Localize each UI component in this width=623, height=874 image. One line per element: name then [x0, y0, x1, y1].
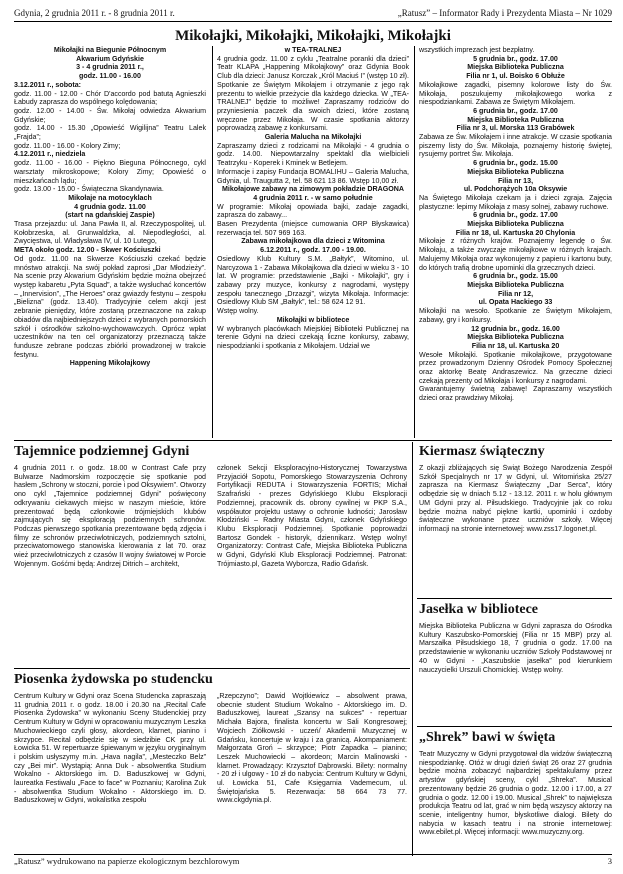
page-footer	[14, 854, 612, 866]
paragraph: Mikołaje z różnych krajów. Poznajemy legendę o Św. Mikołaju, a także zwyczaje mikołajkowe w różnych krajach. Malujemy Mikołaja oraz wykonujemy z papieru i kartonu buty, do których trafią drobne upominki dla grzecznych dzieci.	[419, 237, 612, 272]
paragraph: Mikołajki na wesoło. Spotkanie ze Świętym Mikołajem, zabawy, gry i konkursy.	[419, 307, 612, 324]
running-header	[14, 8, 612, 22]
subheading: 6 grudnia br., godz. 15.00	[473, 159, 558, 168]
subheading: ul. Opata Hackiego 33	[478, 298, 553, 307]
section-kiermasz-text: Z okazji zbliżających się Świąt Bożego Narodzenia Zespół Szkół Specjalnych nr 17 w Gdyni, ul. Witomińska 25/27 zaprasza na Kiermasz Świąteczny „Dar Serca”, który odbędzie się w dniach 5.12 - 13.12. 2011 r. w holu głównym UM Gdyni przy al. Piłsudskiego. Tradycyjnie jak co roku będzie można nabyć piękne kartki, upominki i ozdoby świąteczne wykonane przez uczniów szkoły. Więcej informacji na stronie internetowej: www.zss17.logonet.pl.	[419, 464, 612, 533]
paragraph: godz. 11.00 - 12.00 - Chór D'accordo pod batutą Agnieszki Łabudy zaprasza do wspólnego kolędowania;	[14, 89, 206, 107]
page-number: 3	[607, 856, 612, 866]
paragraph: godz. 11.00 - 16.00 - Kolory Zimy;	[14, 141, 121, 150]
subheading: Filia nr 18, ul. Kartuska 20	[471, 341, 560, 350]
subheading: Filia nr 3, ul. Morska 113 Grabówek	[456, 124, 575, 133]
subheading: Happening Mikołajkowy	[69, 359, 151, 368]
subheading: Mikołajowe zabawy na zimowym pokładzie DRAGONA	[221, 185, 405, 194]
paragraph: godz. 14.00 - 15.30 „Opowieść Wigilijna” Teatru Lalek „Frajda”;	[14, 124, 206, 142]
subheading: Akwarium Gdyńskie	[76, 54, 144, 63]
section-piosenka-col2: „Rzepczyno”; Dawid Wojtkiewicz – absolwent prawa, obecnie student Studium Wokalno - Aktorskiego im. D. Baduszkowej, laureat „Szansy na sukces” - repertuar Michała Bajora, finalista koncertu w Sali Kongresowej; Wojciech Ziółkowski - uczeń/ Akademii Muzycznej w Gdańsku, koncertuje w kraju i za granicą. Akompaniament: Małgorzata Groń – skrzypce; Piotr Zapadka – pianino; Leszek Muchowiecki – akordeon; Marcin Malinowski - klarnet. Prowadzący: Krzysztof Dąbrowski. Bilety: normalny - 20 zł i ulgowy - 10 zł do nabycia: Centrum Kultury w Gdyni, ul. Łowicka 51, Cafe Księgarnia Vademecum, ul. Świętojańska 5. Rezerwacja: 58 664 73 77. www.ckgdynia.pl.	[217, 692, 407, 805]
paragraph: W wybranych placówkach Miejskiej Biblioteki Publicznej na terenie Gdyni na dzieci czekają liczne konkursy, zabawy, niespodzianki i spotkania z Mikołajem. Udział we	[217, 324, 409, 350]
main-headline: Mikołajki, Mikołajki, Mikołajki, Mikołajki	[175, 28, 451, 44]
subheading: w TEA-TRALNEJ	[284, 46, 342, 54]
section-title-podziemna: Tajemnice podziemnej Gdyni	[14, 444, 190, 459]
paragraph: 4 grudnia godz. 11.00 z cyklu „Teatralne poranki dla dzieci” Teatr KLAPA „Happening Mikołajkowy” oraz Gdynia Book Club dla dzieci: Janusz Korczak „Król Maciuś I” (wstęp 10 zł). Spotkanie ze Świętym Mikołajem i otrzymanie z jego rąk prezentu to wielkie przeżycie dla każdego dziecka. W „TEA-TRALNEJ” będzie to możliwe! Zapraszamy rodziców do przyniesienia paczek dla swoich dzieci, które zostaną wręczone przez Mikołaja. W czasie spotkania aktorzy poprowadzą zabawę z konkursami.	[217, 54, 409, 133]
paragraph: godz. 11.00 - 16.00 - Piękno Bieguna Północnego, cykl warsztaty mikroskopowe; Kolory Zimy; Opowieść o mieszkańcach lądu;	[14, 159, 206, 185]
subheading: 6.12.2011 r., godz. 17.00 - 19.00.	[260, 246, 366, 255]
newspaper-page	[14, 8, 612, 868]
paragraph: Zabawa ze Św. Mikołajem i inne atrakcje. W czasie spotkania piszemy listy do Św. Mikołaja, poznajemy historię świętej, rysujemy portret Św. Mikołaja.	[419, 133, 612, 159]
paragraph: Gwarantujemy świetną zabawę! Zapraszamy wszystkich dzieci oraz prawdziwy Mikołaj.	[419, 385, 612, 403]
section-title-piosenka: Piosenka żydowska po studencku	[14, 672, 213, 687]
section-rule	[417, 726, 612, 727]
header-date: Gdynia, 2 grudnia 2011 r. - 8 grudnia 2011 r.	[14, 8, 175, 18]
subheading: Mikołajki w bibliotece	[276, 315, 350, 324]
subheading: 6 grudnia br., godz. 15.00	[473, 272, 558, 281]
section-title-kiermasz: Kiermasz świąteczny	[419, 444, 545, 459]
column-divider	[412, 442, 413, 856]
article-column-2	[217, 46, 409, 438]
paragraph: Osiedlowy Klub Kultury S.M. „Bałtyk”, Witomino, ul. Narcyzowa 1 - Zabawa Mikołajkowa dla dzieci w wieku 3 - 10 lat. W programie: przedstawienie „Bajki - Mikołajki”, gry i zabawy przy muzyce, konkursy z nagrodami, występy zespołu tanecznego „Drzazgi”, wizyta Mikołaja. Informacje: Osiedlowy Klub SM „Bałtyk”, tel.: 58 624 12 91.	[217, 254, 409, 307]
paragraph: Informacje i zapisy Fundacja BOMALIHU – Galeria Malucha, Gdynia, ul. Traugutta 2, tel. 58 621 13 86. Wstęp 10,00 zł.	[217, 167, 409, 185]
column-divider	[212, 46, 213, 438]
paragraph: Wstęp wolny.	[217, 307, 259, 316]
section-title-shrek: „Shrek” bawi w święta	[419, 730, 556, 745]
section-jaselka-text: Miejska Biblioteka Publiczna w Gdyni zaprasza do Ośrodka Kultury Kaszubsko-Pomorskiej (Filia nr 15 MBP) przy al. Marszałka Piłsudskiego 18, 7 grudnia o godz. 17.00 na przedstawienie w wykonaniu uczniów Szkoły Podstawowej nr 40 w Gdyni - „Kaszubskie jasełka” pod kierunkiem nauczycielki Urszuli Chomickiej. Wstęp wolny.	[419, 622, 612, 674]
section-shrek-text: Teatr Muzyczny w Gdyni przygotował dla widzów świąteczną niespodziankę. Otóż w drugi dzień świąt 26 oraz 27 grudnia będzie można zobaczyć najbardziej spektakularny przez artystów gdyńskiej sceny, cykl „Shreka”. Musical prezentowany będzie 26 grudnia o godz. 12.00 i 17.00, a 27 grudnia o godz. 12.00 i 19.00. Musical „Shrek” to największa produkcja Teatru od lat, grać w nim będą wszyscy aktorzy na scenie, inteligentny humor, błyskotliwe dialogi. Bilety do nabycia w kasach teatru i na stronie internetowej: www.ebilet.pl. Więcej informacji: www.muzyczny.org.	[419, 750, 612, 837]
subheading: Mikołajki na Biegunie Północnym	[53, 46, 167, 54]
subheading: Miejska Biblioteka Publiczna	[467, 115, 564, 124]
subheading: Mikołaje na motocyklach	[68, 193, 152, 202]
paragraph: godz. 12.00 - 14.00 - Św. Mikołaj odwiedza Akwarium Gdyńskie;	[14, 106, 206, 124]
subheading: 6 grudnia br., godz. 17.00	[473, 106, 558, 115]
paragraph: Wesołe Mikołajki. Spotkanie mikołajkowe, przygotowane przez prowadzonym Dzienny Ośrodek Pomocy Społecznej oraz aktorkę Beatę Andraszewicz. Na grzeczne dzieci czekają prezenty od Mikołaja i konkursy z nagrodami.	[419, 350, 612, 385]
subheading: ul. Podchorążych 10a Oksywie	[463, 185, 568, 194]
paragraph: Mikołajkowe zagadki, pisemny kolorowe listy do Św. Mikołaja, poszukujemy mikołajkowego worka z niespodziankami. Zabawa ze Świętym Mikołajem.	[419, 80, 612, 107]
paragraph: 4.12.2011 r., niedziela	[14, 150, 86, 159]
subheading: Filia nr 18, ul. Kartuska 20 Chylonia	[455, 228, 576, 237]
paragraph: 3.12.2011 r., sobota:	[14, 80, 82, 89]
subheading: 4 grudnia 2011 r. - w samo południe	[253, 193, 373, 202]
subheading: 12 grudnia br., godz. 16.00	[471, 324, 560, 333]
header-publication: „Ratusz” – Informator Rady i Prezydenta Miasta – Nr 1029	[397, 8, 612, 18]
paragraph: META około godz. 12.00 - Skwer Kościuszki	[14, 246, 161, 255]
article-column-1	[14, 46, 206, 438]
footer-note: „Ratusz” wydrukowano na papierze ekologicznym bezchlorowym	[14, 856, 240, 866]
subheading: 4 grudnia godz. 11.00	[74, 202, 146, 211]
section-rule	[14, 440, 612, 441]
paragraph: Trasa przejazdu: ul. Jana Pawła II, al. Rzeczypospolitej, ul. Kołobrzeska, al. Grunwaldzka, al. Niepodległości, al. Zwycięstwa, ul. Władysława IV, ul. 10 Lutego,	[14, 220, 206, 246]
subheading: Filia nr 12,	[497, 289, 534, 298]
subheading: 3 - 4 grudnia 2011 r.,	[76, 63, 144, 72]
paragraph: Od godz. 11.00 na Skwerze Kościuszki czekać będzie mnóstwo atrakcji. Na swój pokład zaprosi „Dar Młodzieży”. Na scenie przy Akwarium Gdyńskim będzie można obejrzeć występ kabaretu „Pyta Squad”, a także wysłuchać koncertów – „Innervision”, „The Heroes” oraz gwiazdy festynu – zespołu „Bielizna” (godz. 13.40). Tradycyjnie celem akcji jest zebranie pieniędzy, które zostaną przeznaczone na zakup obiadów dla najbiedniejszych dzieci z wybranych pomorskich szkół i ośrodków szkolno-wychowawczych. Oprócz wpłat uczestników na ten cel organizatorzy przeznaczą także fundusze zebrane podczas zbiórki prowadzonej w trakcie festynu.	[14, 254, 206, 359]
paragraph: Basen Prezydenta (miejsce cumowania ORP Błyskawica) rezerwacja tel. 507 969 163.	[217, 220, 409, 237]
subheading: godz. 11.00 - 16.00	[79, 72, 141, 81]
subheading: Zabawa mikołajkowa dla dzieci z Witomina	[241, 237, 385, 246]
subheading: Miejska Biblioteka Publiczna	[467, 167, 564, 176]
section-podziemna-col1: 4 grudnia 2011 r. o godz. 18.00 w Contrast Cafe przy Bulwarze Nadmorskim rozpoczęcie się spotkanie pod hasłem „Schrony w stoczni, porcie i pod Oksywiem”. Otworzy ono cykl „Tajemnice podziemnej Gdyni” poświęcony odkrywaniu ciekawych miejsc w naszym mieście, które prezentować będą członkowie trójmiejskich klubów zajmujących się eksploracją podziemnych schronów. Podczas pierwszego spotkania prezentowane będą zdjęcia i filmy ze schronów przeciwlotniczych, podziemnych sztolni, przeciwatomowego stanowiska kierowania z lat 70. oraz wież przeciwlotniczych z czasów II wojny światowej w Porcie Wojennym. Gośćmi będą: Andrzej Ditrich – architekt,	[14, 464, 206, 568]
subheading: Galeria Malucha na Mikołajki	[264, 133, 362, 142]
subheading: 5 grudnia br., godz. 17.00	[473, 54, 558, 63]
subheading: Miejska Biblioteka Publiczna	[467, 220, 564, 229]
subheading: Filia nr 1, ul. Boisko 6 Obłuże	[466, 72, 565, 81]
article-column-3	[419, 46, 612, 438]
subheading: (start na gdańskiej Zaspie)	[65, 211, 155, 220]
subheading: Filia nr 13,	[497, 176, 534, 185]
paragraph: godz. 13.00 - 15.00 - Świąteczna Skandynawia.	[14, 185, 164, 194]
section-piosenka-col1: Centrum Kultury w Gdyni oraz Scena Studencka zapraszają 11 grudnia 2011 r. o godz. 18.00 i 20.30 na „Recital Cafe Piosenka Żydowska” w wykonaniu Sceny Studenckiej przy Centrum Kultury w Gdyni w opracowaniu muzycznym Leszka Muchowieckiego czyli głosy, akordeon, klarnet, pianino i skrzypce. Recital odbędzie się w siedzibie CK przy ul. Łowicka 51. W repertuarze śpiewanym w języku oryginalnym i polskim usłyszymy m.in. „Hava nagila”, „Mesteczko Belz” czy „Bei mir”. Wystąpią: Anna Duk - absolwentka Studium Wokalno - Aktorskiego im. D. Baduszkowej w Gdyni, laureatka Festiwalu „Face to face” w Poznaniu; Karolina Zuk - absolwentka Studium Wokalno - Aktorskiego im. D. Baduszkowej w Gdyni, wokalistka zespołu	[14, 692, 206, 805]
section-rule	[417, 598, 612, 599]
section-rule	[14, 668, 410, 669]
subheading: Miejska Biblioteka Publiczna	[467, 333, 564, 342]
paragraph: Zapraszamy dzieci z rodzicami na Mikołajki - 4 grudnia o godz. 14.00. Niepowtarzalny spektakl dla wielbicieli Teatrzyku - Koperek i Kminek w Betlejem.	[217, 141, 409, 168]
paragraph: Na Świętego Mikołaja czekam ja i dzieci zgraja. Zajęcia plastyczne: lepimy Mikołaja z masy solnej, zabawy ruchowe.	[419, 193, 612, 211]
column-divider	[414, 46, 415, 438]
section-podziemna-col2: członek Sekcji Eksploracyjno-Historycznej Towarzystwa Przyjaciół Sopotu, Pomorskiego Stowarzyszenia Ochrony Fortyfikacji REDUTA i Stowarzyszenia FORTIS; Michał Szafrański - prezes Gdyńskiego Klubu Eksploracji Podziemnej, pracownik ds. obrony cywilnej w PKP S.A., współautor projektu ustawy o ochronie ludności; Jarosław Kłodziński – Radny Miasta Gdyni, członek Gdyńskiego Klubu Eksploracji Podziemnej. Spotkanie poprowadzi Bartosz Gondek - historyk, dziennikarz. Wstęp wolny! Organizatorzy: Contrast Cafe, Miejska Biblioteka Publiczna w Gdyni, Gdyński Klub Eksploracji Podziemnej. Patronat: Trójmiasto.pl, Gazeta Wyborcza, Radio Gdańsk.	[217, 464, 407, 568]
subheading: Miejska Biblioteka Publiczna	[467, 280, 564, 289]
section-title-jaselka: Jasełka w bibliotece	[419, 602, 538, 617]
subheading: Miejska Biblioteka Publiczna	[467, 63, 564, 72]
subheading: 6 grudnia br., godz. 17.00	[473, 211, 558, 220]
paragraph: W programie: Mikołaj opowiada bajki, zadaje zagadki, zaprasza do zabawy...	[217, 202, 409, 220]
paragraph: wszystkich imprezach jest bezpłatny.	[419, 46, 535, 54]
